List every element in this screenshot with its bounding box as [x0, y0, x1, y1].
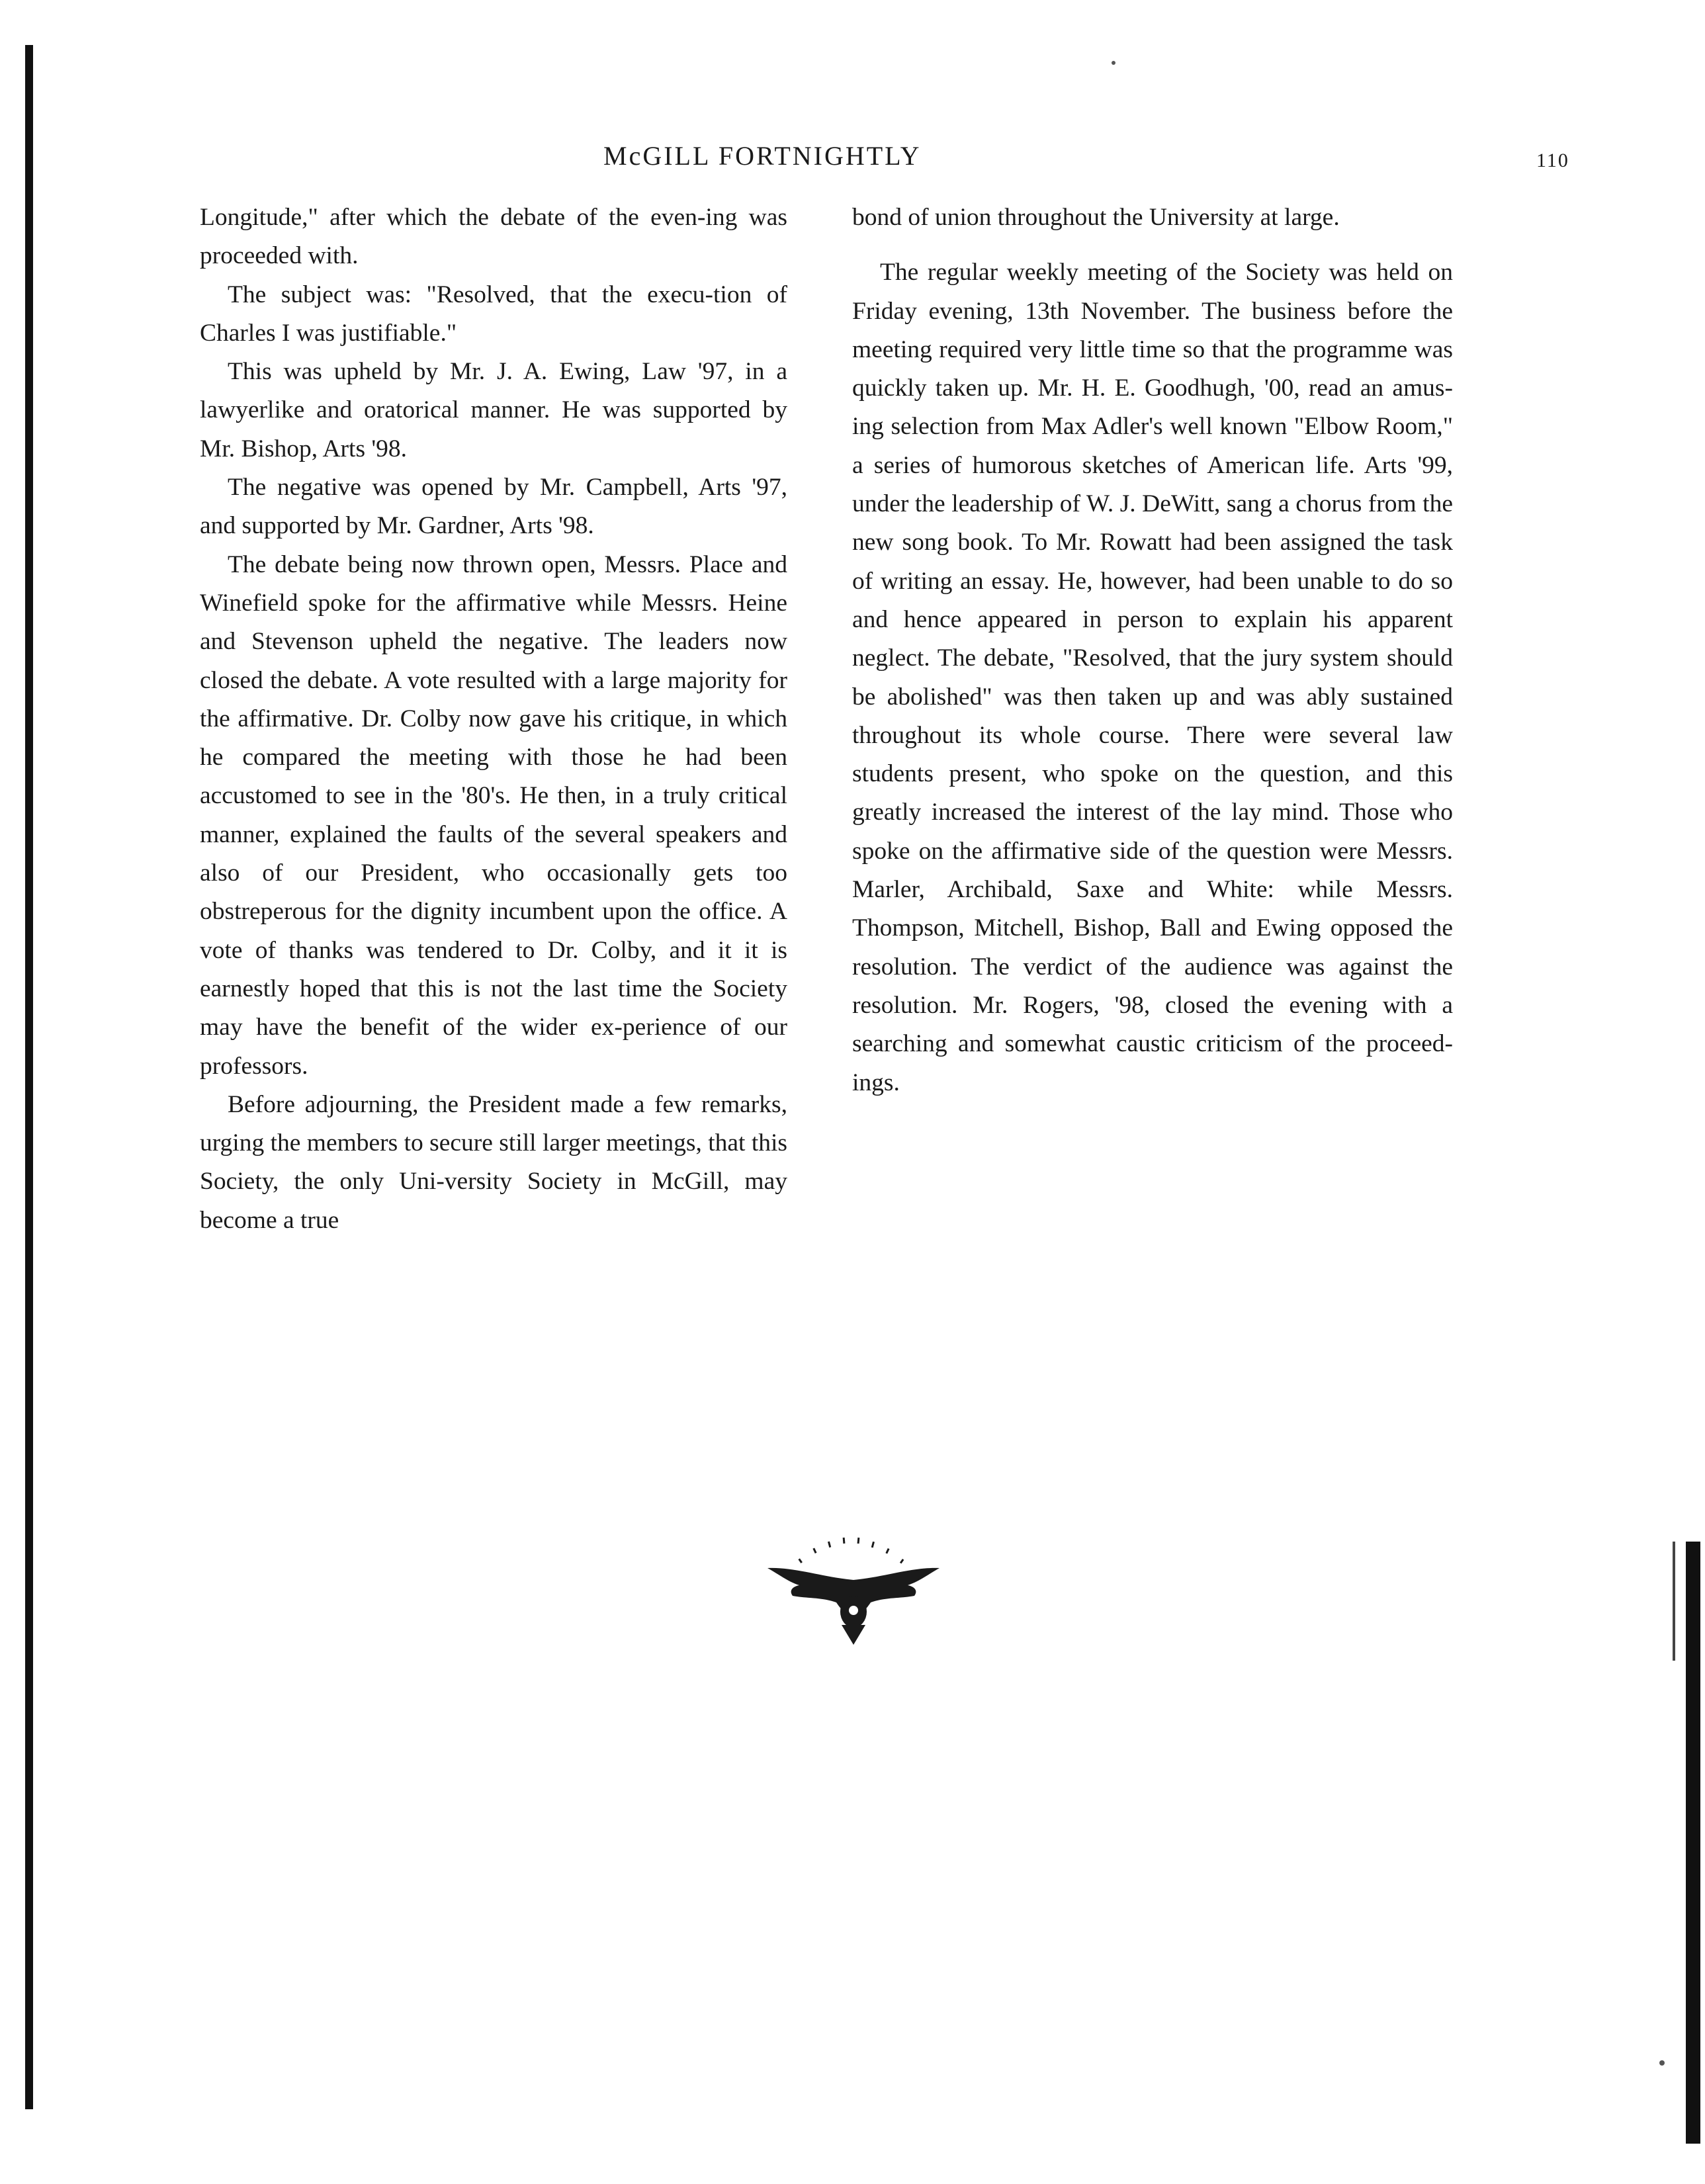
scan-edge-left	[25, 45, 33, 2109]
paragraph: The subject was: "Resolved, that the execu-tion of Charles I was justifiable."	[200, 281, 787, 347]
left-column	[200, 198, 787, 1240]
running-title: McGILL FORTNIGHTLY	[603, 141, 922, 171]
paragraph: Longitude," after which the debate of the even-ing was proceeded with.	[200, 204, 787, 270]
scan-speck	[1112, 61, 1115, 65]
right-column	[852, 198, 1453, 1102]
paragraph: This was upheld by Mr. J. A. Ewing, Law '97, in a lawyerlike and oratorical manner. He was supported by Mr. Bishop, Arts '98.	[200, 358, 787, 462]
paragraph: The negative was opened by Mr. Campbell, Arts '97, and supported by Mr. Gardner, Arts '98.	[200, 474, 787, 540]
scan-speck	[1659, 2060, 1665, 2066]
page-header	[0, 140, 1705, 180]
paragraph: Before adjourning, the President made a few remarks, urging the members to secure still larger meetings, that this Society, the only Uni-versity Society in McGill, may become a true	[200, 1090, 788, 1234]
eagle-vignette-icon	[761, 1534, 946, 1646]
scan-edge-right	[1686, 1542, 1700, 2144]
paragraph: The regular weekly meeting of the Society was held on Friday evening, 13th November. The business before the meeting required very little time so that the programme was quickly taken up. Mr. H. E. Goodhugh, '00, read an amus-ing selection from Max Adler's well known "Elbow Room," a series of humorous sketches of American life. Arts '99, under the leadership of W. J. DeWitt, sang a chorus from the new song book. To Mr. Rowatt had been assigned the task of writing an essay. He, however, had been unable to do so and hence appeared in person to explain his apparent neglect. The debate, "Resolved, that the jury system should be abolished" was then taken up and was ably sustained throughout its whole course. There were several law students present, who spoke on the question, and this greatly increased the interest of the lay mind. Those who spoke on the affirmative side of the question were Messrs. Marler, Archibald, Saxe and White: while Messrs. Thompson, Mitchell, Bishop, Ball and Ewing opposed the resolution. The verdict of the audience was against the resolution. Mr. Rogers, '98, closed the evening with a searching and somewhat caustic criticism of the proceed-ings.	[852, 259, 1453, 1096]
scan-edge-right-thin	[1673, 1542, 1675, 1661]
paragraph: The debate being now thrown open, Messrs. Place and Winefield spoke for the affirmative while Messrs. Heine and Stevenson upheld the negative. The leaders now closed the debate. A vote resulted with a large majority for the affirmative. Dr. Colby now gave his critique, in which he compared the meeting with those he had been accustomed to see in the '80's. He then, in a truly critical manner, explained the faults of the several speakers and also of our President, who occasionally gets too obstreperous for the dignity incumbent upon the office. A vote of thanks was tendered to Dr. Colby, and it it is earnestly hoped that this is not the last time the Society may have the benefit of the wider ex-perience of our professors.	[200, 550, 787, 1080]
page-number: 110	[1536, 150, 1569, 171]
paragraph: bond of union throughout the University at large.	[852, 204, 1340, 231]
